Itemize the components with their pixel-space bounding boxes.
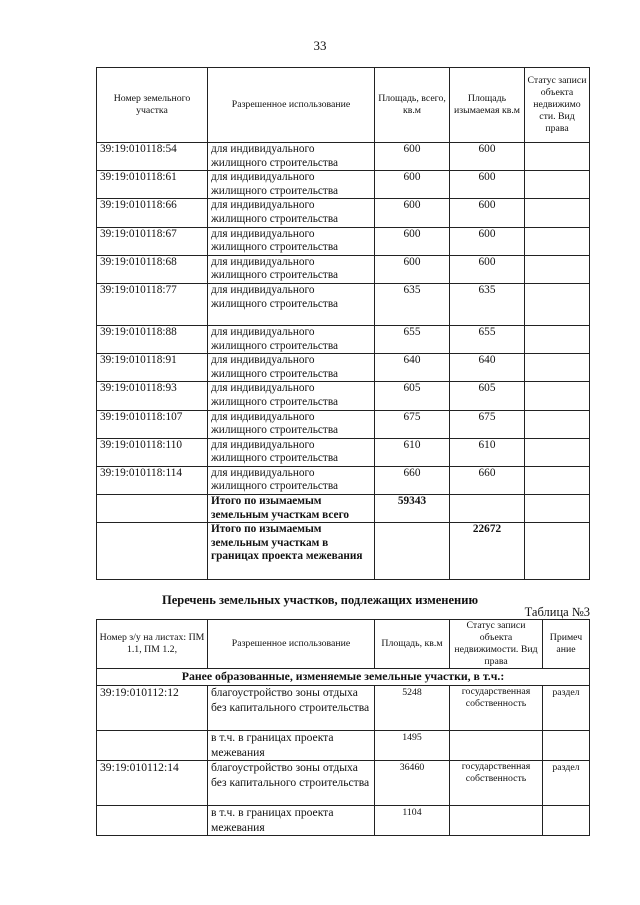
table-row — [97, 761, 590, 806]
total-area: 600 — [375, 171, 450, 199]
seized-area: 610 — [450, 438, 525, 466]
seized-area: 640 — [450, 354, 525, 382]
empty-cell — [543, 806, 590, 836]
total-area: 660 — [375, 466, 450, 494]
status — [525, 466, 590, 494]
header-status: Статус записи объекта недвижимо сти. Вид права — [525, 68, 590, 143]
plot-number: 39:19:010118:88 — [97, 325, 208, 353]
permitted-use: для индивидуального жилищного строительства — [208, 143, 375, 171]
permitted-use: для индивидуального жилищного строительства — [208, 227, 375, 255]
total-all-row — [97, 495, 590, 523]
total-area: 600 — [375, 199, 450, 227]
table-label: Таблица №3 — [524, 605, 590, 619]
table-header-row — [97, 68, 590, 143]
plot-number: 39:19:010118:68 — [97, 255, 208, 283]
status: государственная собственность — [450, 686, 543, 731]
plot-number: 39:19:010118:107 — [97, 410, 208, 438]
header-plot-number: Номер з/у на листах: ПМ 1.1, ПМ 1.2, — [97, 620, 208, 669]
total-all-label: Итого по изымаемым земельным участкам всего — [208, 495, 375, 523]
total-area: 655 — [375, 325, 450, 353]
empty-cell — [375, 523, 450, 580]
seized-area: 600 — [450, 255, 525, 283]
status — [525, 255, 590, 283]
plot-number: 39:19:010112:14 — [97, 761, 208, 806]
permitted-use: для индивидуального жилищного строительства — [208, 382, 375, 410]
table-row — [97, 283, 590, 325]
group-row — [97, 669, 590, 686]
header-seized-area: Площадь изымаемая кв.м — [450, 68, 525, 143]
seized-area: 635 — [450, 283, 525, 325]
group-title: Ранее образованные, изменяемые земельные участки, в т.ч.: — [97, 669, 590, 686]
note: раздел — [543, 686, 590, 731]
status — [525, 171, 590, 199]
section-title: Перечень земельных участков, подлежащих изменению — [161, 593, 479, 607]
sub-area: 1104 — [375, 806, 450, 836]
total-border-row — [97, 523, 590, 580]
header-status: Статус записи объекта недвижимости. Вид права — [450, 620, 543, 669]
empty-cell — [543, 731, 590, 761]
status — [525, 199, 590, 227]
status: государственная собственность — [450, 761, 543, 806]
header-permitted-use: Разрешенное использование — [208, 68, 375, 143]
table-row — [97, 686, 590, 731]
table-row — [97, 199, 590, 227]
permitted-use: для индивидуального жилищного строительства — [208, 199, 375, 227]
header-note: Примеч ание — [543, 620, 590, 669]
plot-number: 39:19:010118:114 — [97, 466, 208, 494]
header-total-area: Площадь, всего, кв.м — [375, 68, 450, 143]
permitted-use: для индивидуального жилищного строительства — [208, 171, 375, 199]
plot-number: 39:19:010112:12 — [97, 686, 208, 731]
table-row — [97, 171, 590, 199]
table-row — [97, 143, 590, 171]
total-area: 600 — [375, 227, 450, 255]
plot-number: 39:19:010118:67 — [97, 227, 208, 255]
status — [525, 438, 590, 466]
status — [525, 283, 590, 325]
seized-area: 675 — [450, 410, 525, 438]
permitted-use: для индивидуального жилищного строительства — [208, 255, 375, 283]
header-area: Площадь, кв.м — [375, 620, 450, 669]
permitted-use: для индивидуального жилищного строительства — [208, 466, 375, 494]
empty-cell — [450, 731, 543, 761]
seized-area: 600 — [450, 199, 525, 227]
empty-cell — [450, 495, 525, 523]
seized-area: 600 — [450, 171, 525, 199]
total-area: 605 — [375, 382, 450, 410]
total-area: 640 — [375, 354, 450, 382]
status — [525, 227, 590, 255]
area: 36460 — [375, 761, 450, 806]
empty-cell — [97, 806, 208, 836]
seized-area: 600 — [450, 143, 525, 171]
table-subrow — [97, 806, 590, 836]
empty-cell — [525, 523, 590, 580]
seized-plots-table — [96, 67, 590, 580]
permitted-use: для индивидуального жилищного строительства — [208, 354, 375, 382]
plot-number: 39:19:010118:77 — [97, 283, 208, 325]
total-border-label: Итого по изымаемым земельным участкам в границах проекта межевания — [208, 523, 375, 580]
total-area: 610 — [375, 438, 450, 466]
sub-label: в т.ч. в границах проекта межевания — [208, 731, 375, 761]
seized-area: 605 — [450, 382, 525, 410]
table-subrow — [97, 731, 590, 761]
seized-area: 600 — [450, 227, 525, 255]
total-area: 675 — [375, 410, 450, 438]
plot-number: 39:19:010118:61 — [97, 171, 208, 199]
table-row — [97, 438, 590, 466]
table-row — [97, 410, 590, 438]
empty-cell — [525, 495, 590, 523]
empty-cell — [450, 806, 543, 836]
plot-number: 39:19:010118:54 — [97, 143, 208, 171]
permitted-use: для индивидуального жилищного строительства — [208, 410, 375, 438]
status — [525, 354, 590, 382]
area: 5248 — [375, 686, 450, 731]
status — [525, 382, 590, 410]
sub-label: в т.ч. в границах проекта межевания — [208, 806, 375, 836]
changed-plots-table — [96, 619, 590, 836]
plot-number: 39:19:010118:91 — [97, 354, 208, 382]
permitted-use: для индивидуального жилищного строительства — [208, 438, 375, 466]
total-all-value: 59343 — [375, 495, 450, 523]
plot-number: 39:19:010118:93 — [97, 382, 208, 410]
header-plot-number: Номер земельного участка — [97, 68, 208, 143]
total-area: 600 — [375, 255, 450, 283]
permitted-use: благоустройство зоны отдыха без капитального строительства — [208, 761, 375, 806]
empty-cell — [97, 523, 208, 580]
total-area: 635 — [375, 283, 450, 325]
table-row — [97, 354, 590, 382]
table-row — [97, 466, 590, 494]
page-number: 33 — [313, 38, 327, 53]
table-header-row — [97, 620, 590, 669]
table-row — [97, 325, 590, 353]
total-border-value: 22672 — [450, 523, 525, 580]
note: раздел — [543, 761, 590, 806]
empty-cell — [97, 731, 208, 761]
table-row — [97, 255, 590, 283]
status — [525, 325, 590, 353]
header-permitted-use: Разрешенное использование — [208, 620, 375, 669]
permitted-use: для индивидуального жилищного строительства — [208, 325, 375, 353]
empty-cell — [97, 495, 208, 523]
permitted-use: для индивидуального жилищного строительства — [208, 283, 375, 325]
seized-area: 655 — [450, 325, 525, 353]
seized-area: 660 — [450, 466, 525, 494]
status — [525, 410, 590, 438]
sub-area: 1495 — [375, 731, 450, 761]
total-area: 600 — [375, 143, 450, 171]
table-row — [97, 227, 590, 255]
permitted-use: благоустройство зоны отдыха без капитального строительства — [208, 686, 375, 731]
plot-number: 39:19:010118:66 — [97, 199, 208, 227]
status — [525, 143, 590, 171]
plot-number: 39:19:010118:110 — [97, 438, 208, 466]
table-row — [97, 382, 590, 410]
